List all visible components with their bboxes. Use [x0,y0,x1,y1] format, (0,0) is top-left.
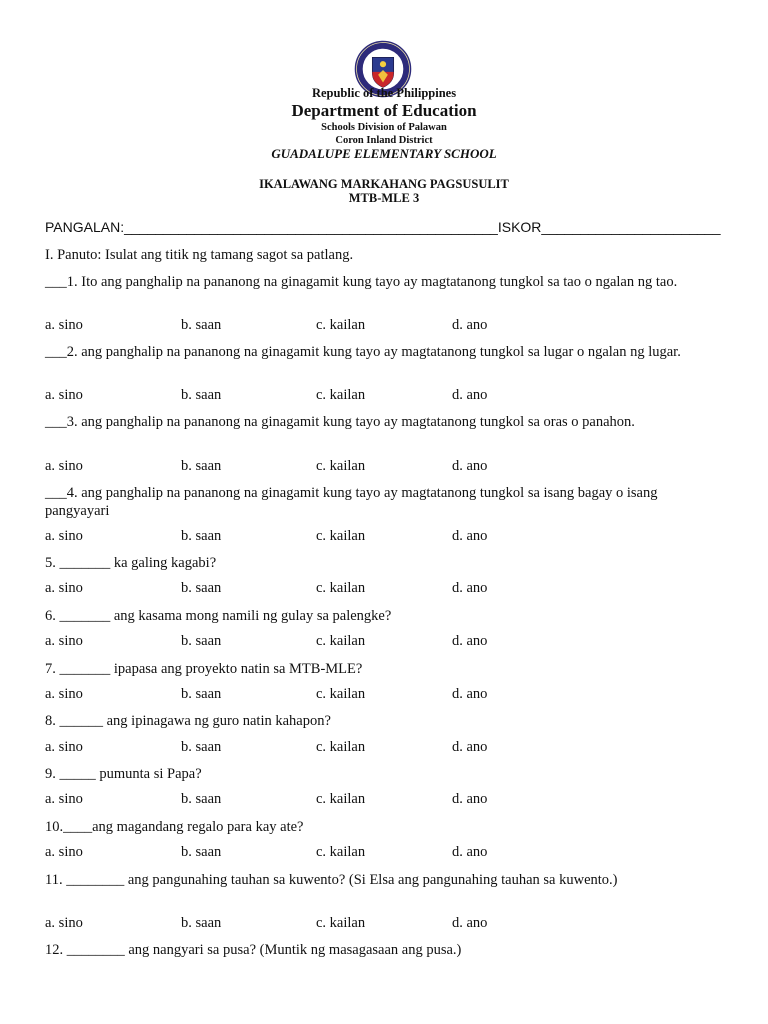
choices-row-10 [45,844,725,862]
choice-c: c. kailan [316,739,366,755]
choice-a: a. sino [45,580,83,596]
choice-d: d. ano [452,915,488,931]
choices-row-9 [45,791,725,809]
district-heading: Coron Inland District [335,135,433,146]
choices-row-4 [45,528,725,546]
choice-d: d. ano [452,791,488,807]
choice-b: b. saan [181,317,222,333]
choice-d: d. ano [452,317,488,333]
choice-c: c. kailan [316,633,366,649]
choice-a: a. sino [45,528,83,544]
choice-a: a. sino [45,686,83,702]
question-11: 11. ________ ang pangunahing tauhan sa kuwento? (Si Elsa ang pangunahing tauhan sa kuwento.) [45,872,618,888]
question-5: 5. _______ ka galing kagabi? [45,555,217,571]
choice-a: a. sino [45,458,83,474]
division-heading: Schools Division of Palawan [321,122,447,133]
exam-subject: MTB-MLE 3 [348,191,420,205]
choice-b: b. saan [181,580,222,596]
choice-b: b. saan [181,633,222,649]
score-blank[interactable]: _______________________ [541,219,721,235]
choices-row-11 [45,915,725,933]
question-12: 12. ________ ang nangyari sa pusa? (Muntik ng masagasaan ang pusa.) [45,942,462,958]
choice-c: c. kailan [316,458,366,474]
choice-d: d. ano [452,528,488,544]
choice-a: a. sino [45,317,83,333]
choice-c: c. kailan [316,387,366,403]
exam-title: IKALAWANG MARKAHANG PAGSUSULIT [259,177,509,191]
name-blank[interactable]: ________________________________________________ [124,219,498,235]
choice-a: a. sino [45,387,83,403]
question-10: 10.____ang magandang regalo para kay ate? [45,819,304,835]
question-3: ___3. ang panghalip na pananong na ginagamit kung tayo ay magtatanong tungkol sa oras o panahon. [45,414,635,430]
score-label: ISKOR [497,219,542,235]
instruction-text: I. Panuto: Isulat ang titik ng tamang sagot sa patlang. [45,247,354,263]
question-6: 6. _______ ang kasama mong namili ng gulay sa palengke? [45,608,392,624]
choices-row-6 [45,633,725,651]
republic-heading: Republic of the Philippines [311,86,457,100]
choice-d: d. ano [452,844,488,860]
question-2: ___2. ang panghalip na pananong na ginagamit kung tayo ay magtatanong tungkol sa lugar o ngalan ng lugar. [45,344,681,360]
choice-a: a. sino [45,739,83,755]
choice-b: b. saan [181,844,222,860]
choice-a: a. sino [45,791,83,807]
choices-row-7 [45,686,725,704]
choice-b: b. saan [181,528,222,544]
choice-b: b. saan [181,739,222,755]
student-info-line [45,219,721,235]
department-heading: Department of Education [291,101,477,120]
choices-row-5 [45,580,725,598]
choice-d: d. ano [452,580,488,596]
choice-c: c. kailan [316,915,366,931]
choice-a: a. sino [45,633,83,649]
choice-c: c. kailan [316,580,366,596]
choices-row-2 [45,387,725,405]
choice-c: c. kailan [316,844,366,860]
choice-c: c. kailan [316,317,366,333]
choice-b: b. saan [181,387,222,403]
question-9: 9. _____ pumunta si Papa? [45,766,202,782]
choice-a: a. sino [45,844,83,860]
choices-row-8 [45,739,725,757]
choice-c: c. kailan [316,791,366,807]
choice-b: b. saan [181,686,222,702]
name-label: PANGALAN: [45,219,125,235]
choices-row-3 [45,458,725,476]
choice-d: d. ano [452,387,488,403]
choice-d: d. ano [452,686,488,702]
choices-row-1 [45,317,725,335]
choice-b: b. saan [181,458,222,474]
choice-d: d. ano [452,633,488,649]
question-4: ___4. ang panghalip na pananong na ginagamit kung tayo ay magtatanong tungkol sa isang bagay o isang pangyayari [45,485,658,519]
question-8: 8. ______ ang ipinagawa ng guro natin kahapon? [45,713,331,729]
choice-d: d. ano [452,458,488,474]
question-7: 7. _______ ipapasa ang proyekto natin sa MTB-MLE? [45,661,363,677]
choice-d: d. ano [452,739,488,755]
choice-b: b. saan [181,915,222,931]
choice-a: a. sino [45,915,83,931]
school-heading: GUADALUPE ELEMENTARY SCHOOL [271,146,497,161]
choice-c: c. kailan [316,528,366,544]
question-1: ___1. Ito ang panghalip na pananong na ginagamit kung tayo ay magtatanong tungkol sa tao o ngalan ng tao. [45,274,678,290]
choice-c: c. kailan [316,686,366,702]
choice-b: b. saan [181,791,222,807]
